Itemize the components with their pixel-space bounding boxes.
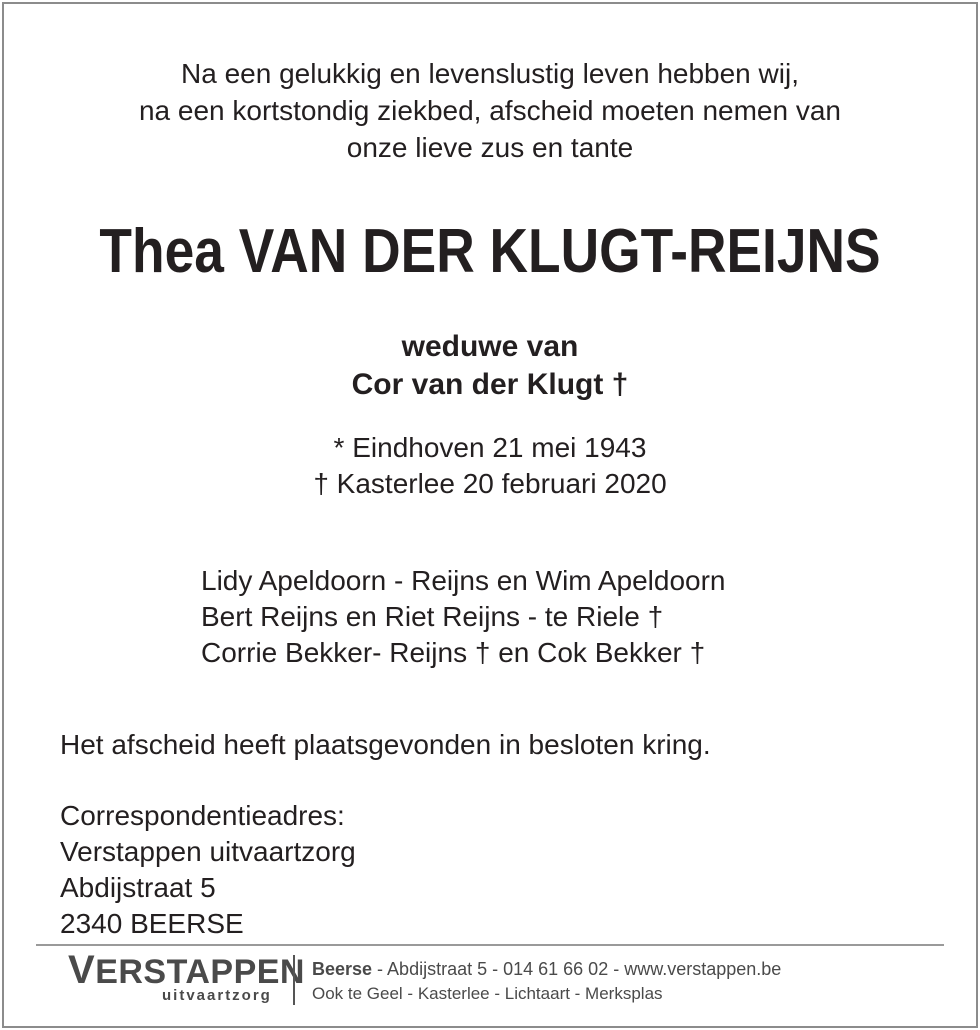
farewell-note: Het afscheid heeft plaatsgevonden in besloten kring.	[60, 729, 711, 760]
family-list	[201, 563, 726, 671]
family-member: Corrie Bekker- Reijns † en Cok Bekker †	[201, 637, 706, 668]
logo-rest: ERSTAPPEN	[95, 953, 305, 991]
footer-separator	[293, 955, 295, 1005]
intro-line: Na een gelukkig en levenslustig leven hebben wij,	[181, 58, 799, 89]
intro-text	[0, 55, 980, 166]
address-city: 2340 BEERSE	[60, 908, 244, 939]
spouse-name: Cor van der Klugt †	[351, 368, 629, 401]
death-date: † Kasterlee 20 februari 2020	[313, 468, 667, 499]
correspondence-address	[60, 798, 356, 942]
spouse-relation: weduwe van	[401, 330, 579, 363]
footer-contact-line	[312, 958, 781, 980]
birth-date: * Eindhoven 21 mei 1943	[333, 432, 647, 463]
intro-line: onze lieve zus en tante	[346, 132, 634, 163]
dates-block	[0, 430, 980, 502]
logo-subtitle: uitvaartzorg	[162, 987, 272, 1004]
deceased-name: Thea VAN DER KLUGT-REIJNS	[99, 217, 881, 286]
footer-location: Beerse	[312, 959, 373, 979]
logo-initial: V	[68, 948, 96, 992]
footer-divider	[36, 944, 944, 946]
intro-line: na een kortstondig ziekbed, afscheid moeten nemen van	[138, 95, 841, 126]
family-member: Bert Reijns en Riet Reijns - te Riele †	[201, 601, 664, 632]
address-street: Abdijstraat 5	[60, 872, 216, 903]
address-label: Correspondentieadres:	[60, 800, 345, 831]
family-member: Lidy Apeldoorn - Reijns en Wim Apeldoorn	[201, 565, 726, 596]
address-company: Verstappen uitvaartzorg	[60, 836, 356, 867]
spouse-block	[0, 328, 980, 404]
footer-details: - Abdijstraat 5 - 014 61 66 02 - www.verstappen.be	[372, 959, 782, 979]
footer-other-locations: Ook te Geel - Kasterlee - Lichtaart - Merksplas	[312, 984, 663, 1003]
